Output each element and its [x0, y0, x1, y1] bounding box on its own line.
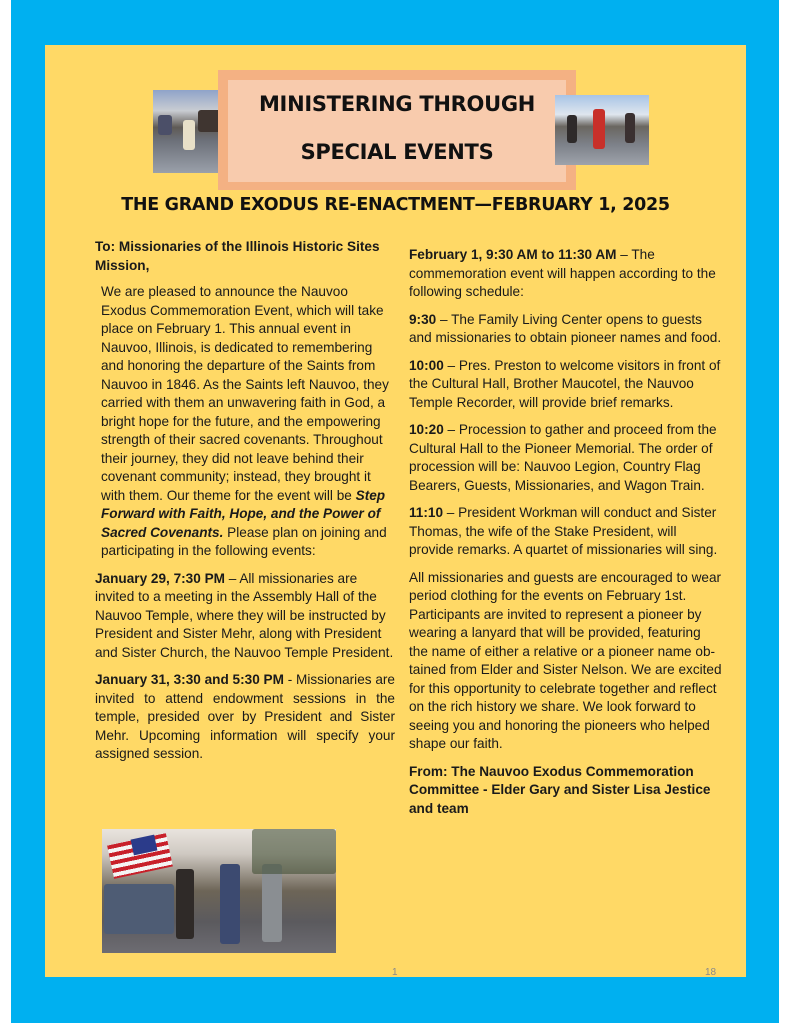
closing-paragraph: All missionaries and guests are encouraged to wear period clothing for the events on February 1st. Participants are invited to represent a pioneer by wearing a lanyard that will be provided, featuring the name of either a relative or a pioneer name obtained from Elder and Sister Nelson. We are excited for this opportunity to celebrate together and reflect on the rich history we share. We look forward to seeing you and honoring the pioneers who helped shape our faith.: [409, 569, 722, 751]
schedule-item: [409, 421, 723, 495]
schedule-intro-text: – The commemoration event will happen according to the following schedule:: [409, 247, 716, 299]
schedule-time: 10:00: [409, 357, 444, 373]
photo-drum-procession: [102, 829, 336, 953]
page-number-left: 1: [392, 967, 398, 978]
photo-figure: [593, 109, 605, 149]
event-subtitle: THE GRAND EXODUS RE-ENACTMENT—FEBRUARY 1, 2025: [121, 195, 670, 215]
intro-paragraph: [95, 283, 395, 561]
photo-figure: [158, 115, 172, 135]
event-text: - Missionaries are invited to attend endowment sessions in the temple, presided over by President and Sister Mehr. Upcoming information will specify your assigned session.: [95, 672, 395, 761]
left-column: [95, 238, 395, 773]
schedule-text: – The Family Living Center opens to guests and missionaries to obtain pioneer names and food.: [409, 311, 722, 345]
event-item: [95, 570, 395, 663]
salutation: To: Missionaries of the Illinois Historic Sites Mission,: [95, 239, 380, 273]
photo-drummer: [220, 864, 240, 944]
banner-frame: [218, 70, 576, 190]
event-theme: Step Forward with Faith, Hope, and the Power of Sacred Covenants.: [101, 487, 386, 540]
banner-title-line2: SPECIAL EVENTS: [300, 140, 494, 164]
event-item: [95, 671, 395, 764]
intro-text: We are pleased to announce the Nauvoo Exodus Commemoration Event, which will take place on February 1. This annual event in Nauvoo, Illinois, is dedicated to remembering and honoring the departure of the Saints from Nauvoo in 1846. As the Saints left Nauvoo, they carried with them an unwavering faith in God, a bright hope for the future, and the empowering strength of their sacred covenants. Throughout their journey, they did not leave behind their covenant community; instead, they brought it with them. Our theme for the event will be: [101, 284, 389, 503]
newsletter-page: [45, 45, 746, 977]
photo-figure: [625, 113, 635, 143]
schedule-time: 9:30: [409, 311, 437, 327]
schedule-time: 11:10: [409, 505, 444, 520]
schedule-intro-heading: February 1, 9:30 AM to 11:30 AM: [409, 247, 617, 262]
banner-title-line1: MINISTERING THROUGH: [258, 92, 536, 116]
right-column: [409, 246, 723, 827]
schedule-item: [409, 357, 723, 413]
from-signature: From: The Nauvoo Exodus Commemoration Committee - Elder Gary and Sister Lisa Jestice and team: [409, 763, 711, 816]
schedule-text: – Pres. Preston to welcome visitors in front of the Cultural Hall, Brother Maucotel, the Nauvoo Temple Recorder, will provide brief remarks.: [409, 357, 721, 410]
photo-tree: [252, 829, 336, 874]
schedule-intro: [409, 246, 723, 302]
photo-drummer: [262, 864, 282, 942]
schedule-time: 10:20: [409, 422, 444, 437]
schedule-text: – President Workman will conduct and Sister Thomas, the wife of the Stake President, will provide remarks. A quartet of missionaries will sing.: [409, 505, 718, 557]
photo-figure: [183, 120, 195, 150]
intro-text-after: Please plan on joining and participating in the following events:: [101, 524, 387, 558]
schedule-text: – Procession to gather and proceed from the Cultural Hall to the Pioneer Memorial. The order of procession will be: Nauvoo Legion, Country Flag Bearers, Guests, Missionaries, and Wagon Train.: [409, 422, 717, 493]
event-heading: January 31, 3:30 and 5:30 PM: [95, 672, 284, 687]
photo-figure: [176, 869, 194, 939]
photo-crowd: [104, 884, 174, 934]
schedule-item: [409, 311, 723, 348]
schedule-item: [409, 504, 723, 560]
event-text: – All missionaries are invited to a meeting in the Assembly Hall of the Nauvoo Temple, where they will be instructed by President and Sister Mehr, along with President and Sister Church, the Nauvoo Temple President.: [95, 570, 394, 660]
page-number-right: 18: [705, 967, 717, 978]
banner-box: [228, 80, 566, 182]
event-heading: January 29, 7:30 PM: [95, 570, 225, 586]
photo-flag-bearers: [555, 95, 649, 165]
photo-figure: [567, 115, 577, 143]
